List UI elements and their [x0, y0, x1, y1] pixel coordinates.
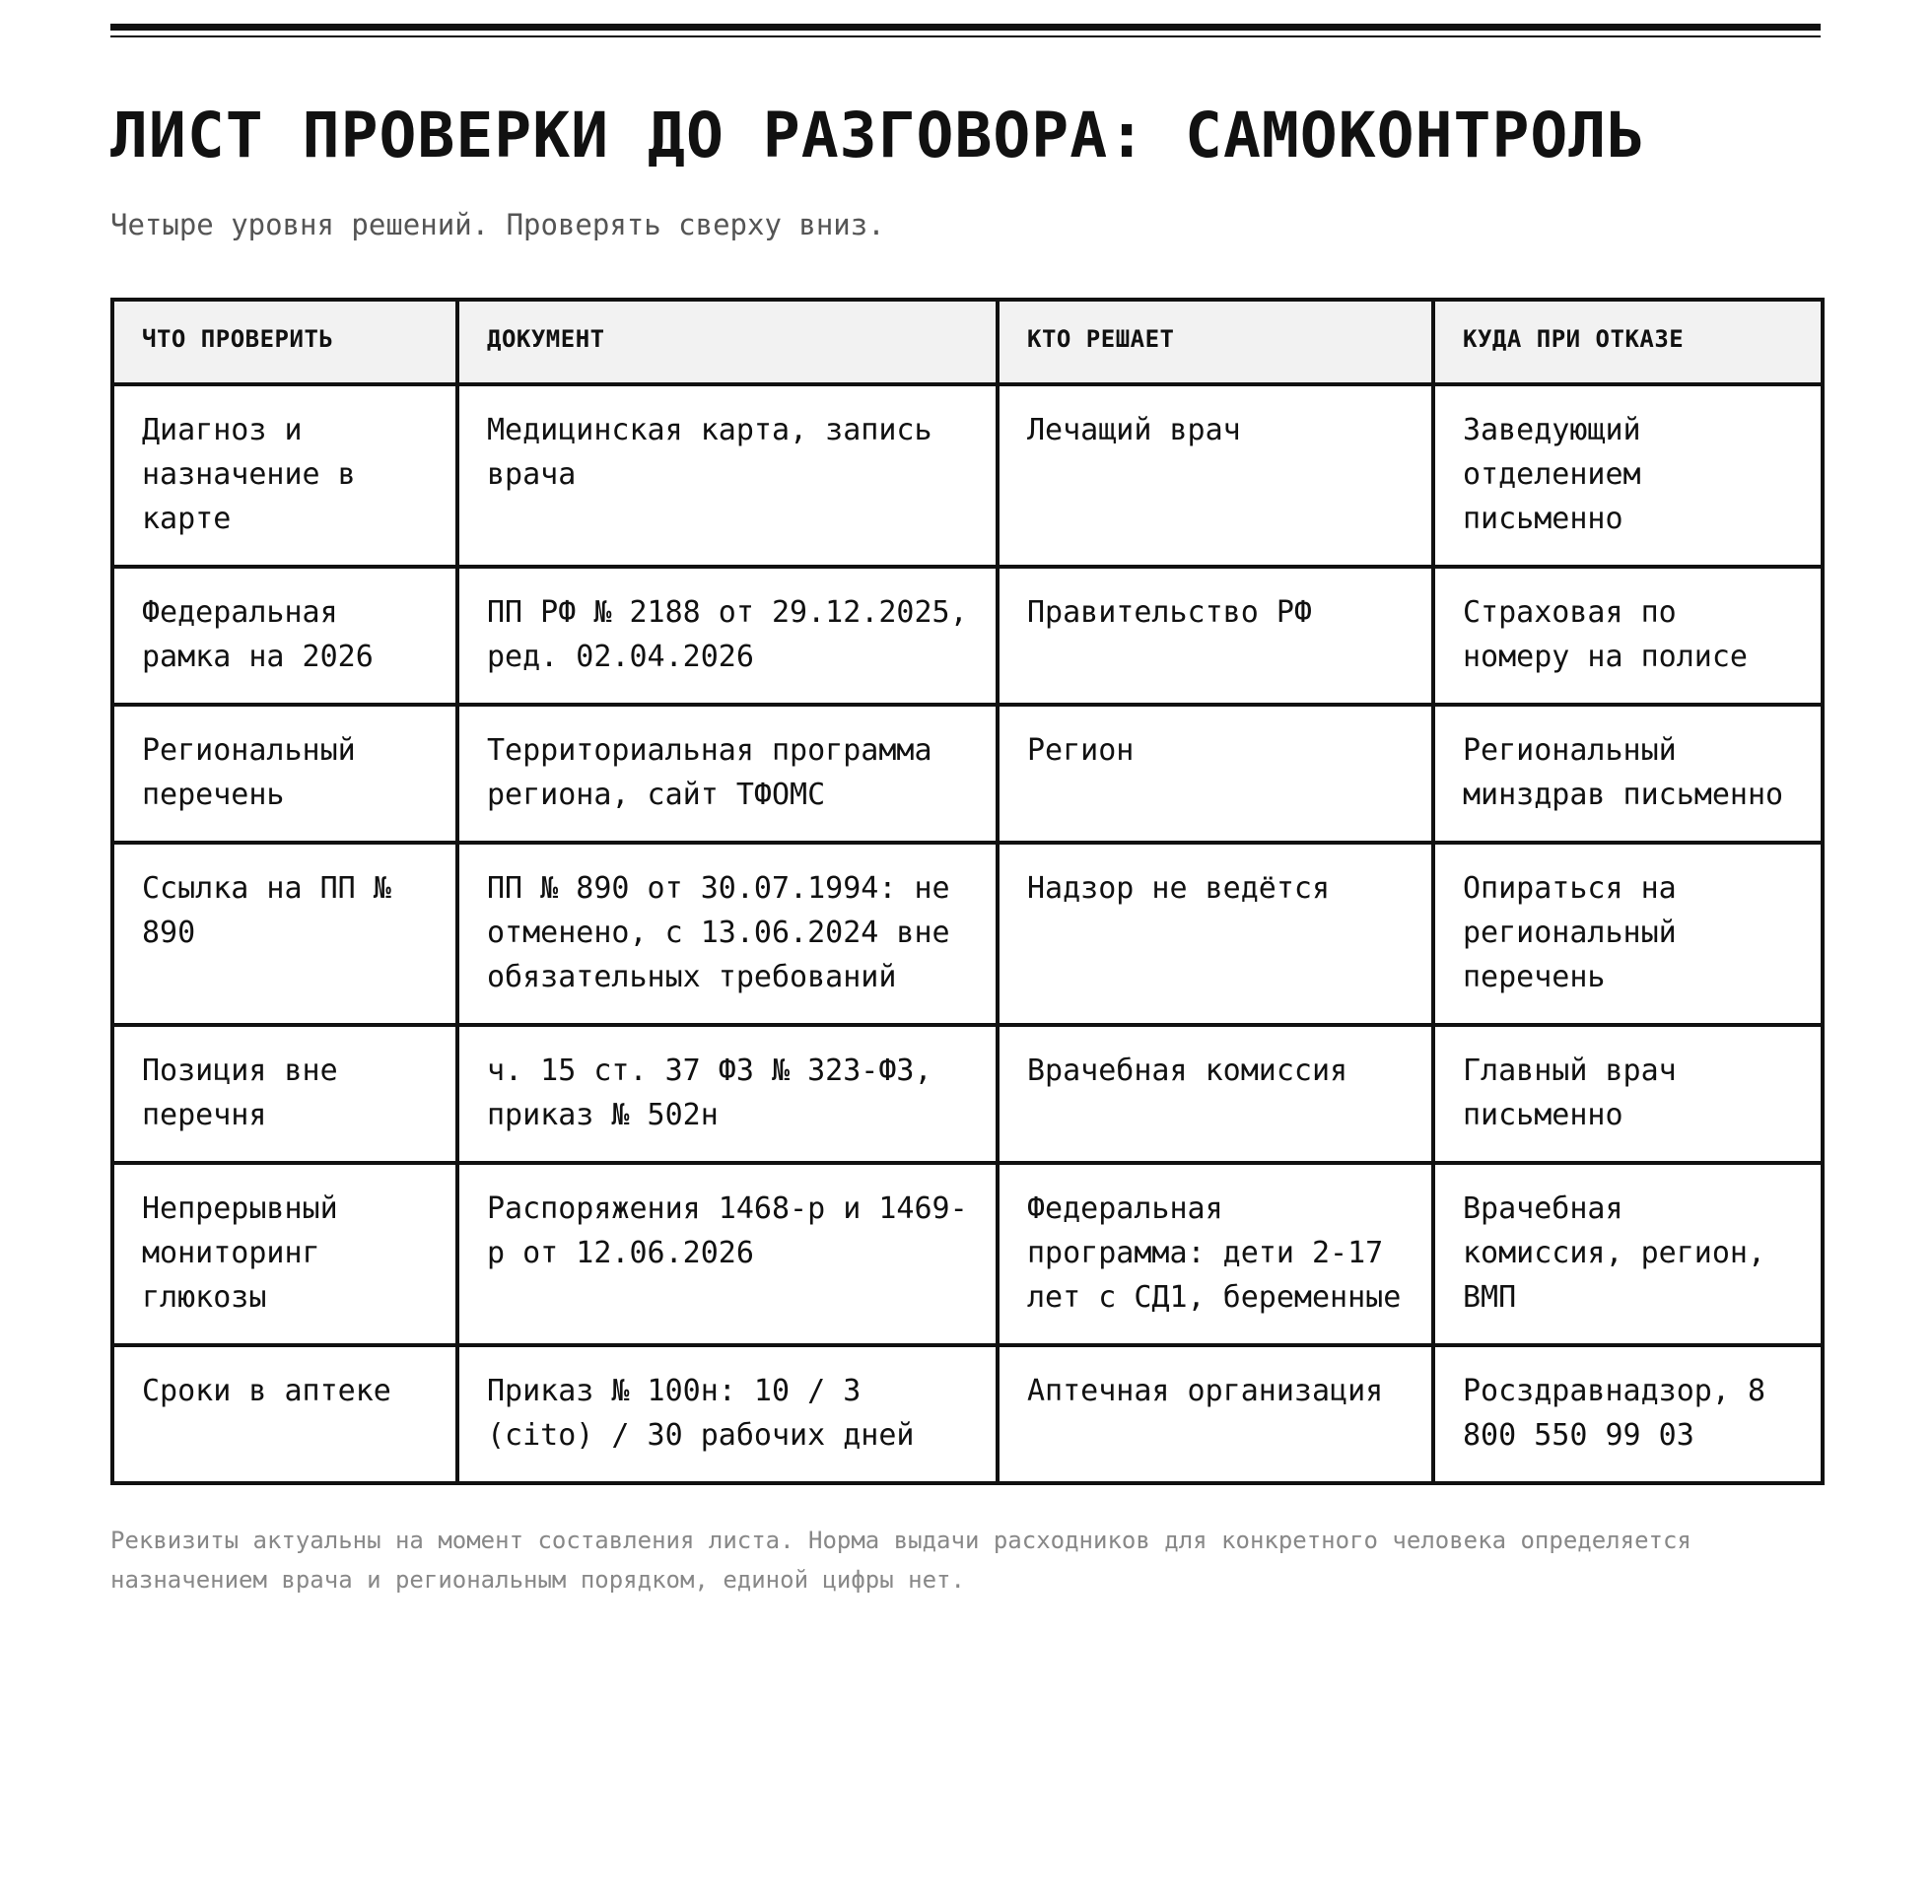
cell-who-decides: Правительство РФ [998, 567, 1433, 705]
cell-escalation: Региональный минздрав письменно [1433, 705, 1823, 843]
cell-escalation: Врачебная комиссия, регион, ВМП [1433, 1163, 1823, 1345]
cell-who-decides: Лечащий врач [998, 384, 1433, 567]
cell-what: Региональный перечень [112, 705, 457, 843]
table-row [112, 567, 1823, 705]
cell-who-decides: Надзор не ведётся [998, 843, 1433, 1025]
top-rule-thick [110, 24, 1821, 31]
column-header-escalation: КУДА ПРИ ОТКАЗЕ [1433, 300, 1823, 384]
cell-document: ч. 15 ст. 37 ФЗ № 323-ФЗ, приказ № 502н [457, 1025, 998, 1163]
column-header-what: ЧТО ПРОВЕРИТЬ [112, 300, 457, 384]
cell-what: Позиция вне перечня [112, 1025, 457, 1163]
cell-what: Федеральная рамка на 2026 [112, 567, 457, 705]
footnote: Реквизиты актуальны на момент составления листа. Норма выдачи расходников для конкретного человека определяется назначением врача и региональным порядком, единой цифры нет. [110, 1527, 1691, 1594]
table-row [112, 384, 1823, 567]
cell-what: Ссылка на ПП № 890 [112, 843, 457, 1025]
column-header-document: ДОКУМЕНТ [457, 300, 998, 384]
table-row [112, 1163, 1823, 1345]
column-header-who-decides: КТО РЕШАЕТ [998, 300, 1433, 384]
page-title: ЛИСТ ПРОВЕРКИ ДО РАЗГОВОРА: САМОКОНТРОЛЬ [110, 100, 1646, 171]
cell-document: Приказ № 100н: 10 / 3 (cito) / 30 рабочих дней [457, 1345, 998, 1483]
cell-escalation: Росздравнадзор, 8 800 550 99 03 [1433, 1345, 1823, 1483]
cell-what: Непрерывный мониторинг глюкозы [112, 1163, 457, 1345]
cell-escalation: Главный врач письменно [1433, 1025, 1823, 1163]
checklist-page [110, 24, 1821, 1599]
cell-escalation: Опираться на региональный перечень [1433, 843, 1823, 1025]
table-row [112, 1025, 1823, 1163]
table-row [112, 843, 1823, 1025]
cell-what: Диагноз и назначение в карте [112, 384, 457, 567]
cell-who-decides: Аптечная организация [998, 1345, 1433, 1483]
table-row [112, 1345, 1823, 1483]
page-subtitle: Четыре уровня решений. Проверять сверху вниз. [110, 208, 885, 241]
cell-document: ПП РФ № 2188 от 29.12.2025, ред. 02.04.2026 [457, 567, 998, 705]
checklist-table [110, 298, 1825, 1485]
cell-what: Сроки в аптеке [112, 1345, 457, 1483]
cell-who-decides: Регион [998, 705, 1433, 843]
cell-document: Распоряжения 1468-р и 1469-р от 12.06.2026 [457, 1163, 998, 1345]
cell-who-decides: Врачебная комиссия [998, 1025, 1433, 1163]
table-header-row [112, 300, 1823, 384]
cell-escalation: Страховая по номеру на полисе [1433, 567, 1823, 705]
cell-document: ПП № 890 от 30.07.1994: не отменено, с 13.06.2024 вне обязательных требований [457, 843, 998, 1025]
cell-who-decides: Федеральная программа: дети 2-17 лет с СД1, беременные [998, 1163, 1433, 1345]
table-row [112, 705, 1823, 843]
cell-document: Медицинская карта, запись врача [457, 384, 998, 567]
cell-document: Территориальная программа региона, сайт ТФОМС [457, 705, 998, 843]
cell-escalation: Заведующий отделением письменно [1433, 384, 1823, 567]
top-rule-thin [110, 35, 1821, 37]
